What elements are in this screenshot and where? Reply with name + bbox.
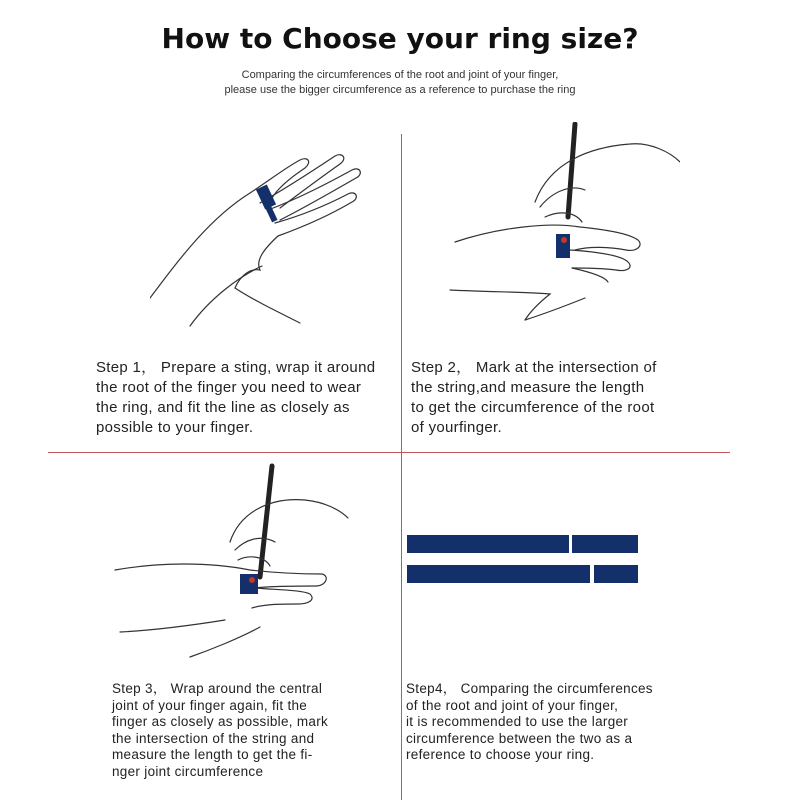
subtitle bbox=[0, 68, 800, 98]
step-1-text bbox=[96, 358, 396, 438]
subtitle-line-2: please use the bigger circumference as a reference to purchase the ring bbox=[224, 84, 576, 96]
subtitle-line-1: Comparing the circumferences of the root and joint of your finger, bbox=[241, 69, 559, 81]
step-3-line-2: joint of your finger again, fit the bbox=[112, 697, 308, 713]
step-1-line-2: the root of the finger you need to wear bbox=[96, 379, 362, 396]
step-4-line-3: it is recommended to use the larger bbox=[406, 714, 629, 729]
hand-mark-joint-illustration bbox=[110, 462, 350, 662]
hand-mark-root-illustration bbox=[440, 122, 680, 322]
step-1-line-1: Step 1， Prepare a sting, wrap it around bbox=[96, 359, 376, 376]
step-2-text bbox=[411, 358, 711, 438]
step-3-line-6: nger joint circumference bbox=[112, 763, 264, 779]
step-4-line-4: circumference between the two as a bbox=[406, 730, 633, 746]
step-3-line-1: Step 3， Wrap around the central bbox=[112, 681, 323, 696]
step-3-line-5: measure the length to get the fi- bbox=[112, 747, 313, 762]
step-2-line-3: to get the circumference of the root bbox=[411, 399, 655, 416]
hand-wrap-root-illustration bbox=[150, 148, 370, 328]
step-1-line-4: possible to your finger. bbox=[96, 419, 254, 436]
step-3-text bbox=[112, 681, 392, 780]
page-title: How to Choose your ring size? bbox=[161, 22, 639, 55]
vertical-divider bbox=[401, 134, 402, 800]
step-4-line-1: Step4， Comparing the circumferences bbox=[406, 681, 653, 696]
step-4-line-2: of the root and joint of your finger, bbox=[406, 697, 619, 713]
step-2-line-4: of yourfinger. bbox=[411, 419, 502, 436]
root-circumference-band bbox=[407, 535, 569, 553]
step-2-line-2: the string,and measure the length bbox=[411, 379, 645, 396]
step-2-line-1: Step 2， Mark at the intersection of bbox=[411, 359, 657, 376]
horizontal-divider bbox=[48, 452, 730, 453]
joint-circumference-band-end bbox=[594, 565, 638, 583]
step-3-line-3: finger as closely as possible, mark bbox=[112, 714, 329, 729]
step-4-text bbox=[406, 681, 696, 764]
step-1-line-3: the ring, and fit the line as closely as bbox=[96, 399, 350, 416]
joint-circumference-band bbox=[407, 565, 590, 583]
step-3-line-4: the intersection of the string and bbox=[112, 730, 315, 746]
step-4-line-5: reference to choose your ring. bbox=[406, 747, 595, 762]
root-circumference-band-end bbox=[572, 535, 638, 553]
